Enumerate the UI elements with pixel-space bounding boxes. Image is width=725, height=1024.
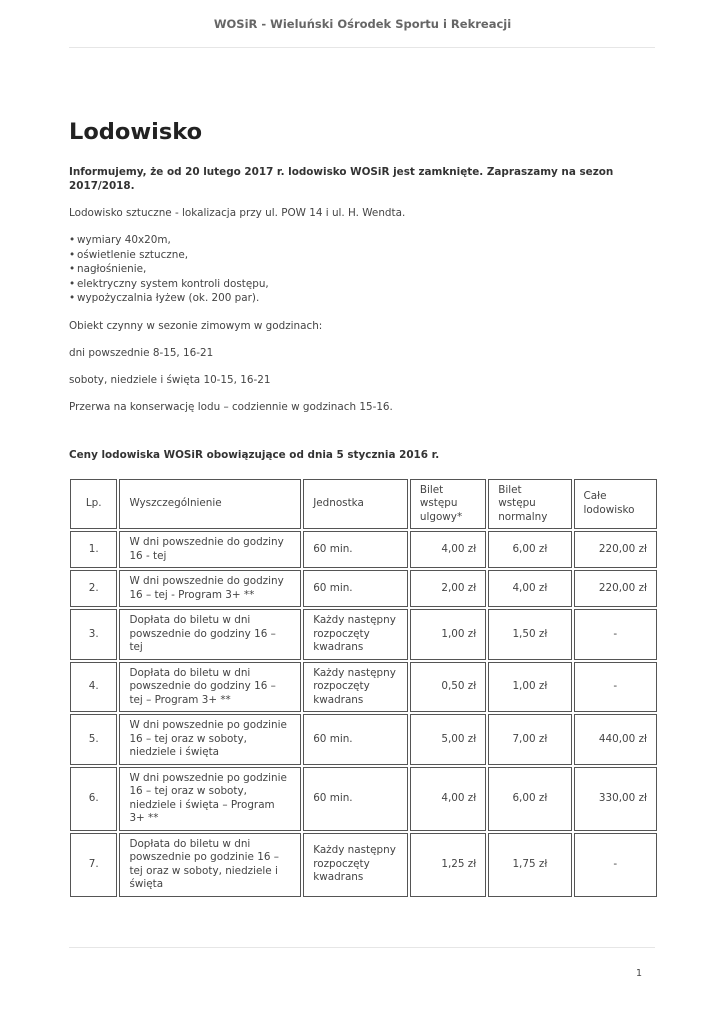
column-header-lp: Lp. — [70, 479, 117, 530]
hours-weekends: soboty, niedziele i święta 10-15, 16-21 — [69, 373, 271, 386]
table-row — [70, 531, 657, 568]
cell-reduced-price: 4,00 zł — [410, 531, 486, 568]
column-header-unit: Jednostka — [303, 479, 408, 530]
cell-normal-price: 6,00 zł — [488, 531, 571, 568]
main-content — [69, 119, 659, 899]
feature-item: • oświetlenie sztuczne, — [69, 248, 659, 263]
cell-whole-rink-price: - — [574, 609, 657, 660]
table-row — [70, 609, 657, 660]
cell-description: W dni powszednie do godziny 16 – tej - Program 3+ ** — [119, 570, 301, 607]
cell-lp: 7. — [70, 833, 117, 897]
cell-normal-price: 1,00 zł — [488, 662, 571, 713]
cell-description: Dopłata do biletu w dni powszednie po godzinie 16 – tej oraz w soboty, niedziele i święta — [119, 833, 301, 897]
cell-unit: 60 min. — [303, 714, 408, 765]
table-row — [70, 833, 657, 897]
maintenance-notice: Przerwa na konserwację lodu – codziennie w godzinach 15-16. — [69, 400, 393, 413]
cell-whole-rink-price: 220,00 zł — [574, 531, 657, 568]
price-table — [68, 477, 659, 899]
cell-reduced-price: 0,50 zł — [410, 662, 486, 713]
feature-item: • elektryczny system kontroli dostępu, — [69, 277, 659, 292]
cell-unit: Każdy następny rozpoczęty kwadrans — [303, 609, 408, 660]
cell-unit: Każdy następny rozpoczęty kwadrans — [303, 833, 408, 897]
feature-list — [69, 233, 659, 306]
table-header-row — [70, 479, 657, 530]
cell-normal-price: 1,75 zł — [488, 833, 571, 897]
cell-reduced-price: 4,00 zł — [410, 767, 486, 831]
cell-description: W dni powszednie do godziny 16 - tej — [119, 531, 301, 568]
feature-item: • wymiary 40x20m, — [69, 233, 659, 248]
cell-unit: 60 min. — [303, 531, 408, 568]
cell-whole-rink-price: - — [574, 833, 657, 897]
cell-lp: 6. — [70, 767, 117, 831]
cell-normal-price: 4,00 zł — [488, 570, 571, 607]
cell-lp: 5. — [70, 714, 117, 765]
cell-normal-price: 1,50 zł — [488, 609, 571, 660]
hours-weekdays: dni powszednie 8-15, 16-21 — [69, 346, 214, 359]
cell-unit: Każdy następny rozpoczęty kwadrans — [303, 662, 408, 713]
cell-whole-rink-price: - — [574, 662, 657, 713]
cell-unit: 60 min. — [303, 767, 408, 831]
hours-intro: Obiekt czynny w sezonie zimowym w godzinach: — [69, 319, 323, 332]
cell-reduced-price: 5,00 zł — [410, 714, 486, 765]
table-row — [70, 570, 657, 607]
cell-normal-price: 6,00 zł — [488, 767, 571, 831]
column-header-whole-rink: Całe lodowisko — [574, 479, 657, 530]
column-header-description: Wyszczególnienie — [119, 479, 301, 530]
prices-heading: Ceny lodowiska WOSiR obowiązujące od dnia 5 stycznia 2016 r. — [69, 448, 440, 461]
header-divider — [69, 47, 655, 48]
site-header-title: WOSiR - Wieluński Ośrodek Sportu i Rekreacji — [213, 17, 512, 31]
cell-reduced-price: 1,00 zł — [410, 609, 486, 660]
feature-item: • nagłośnienie, — [69, 262, 659, 277]
cell-description: Dopłata do biletu w dni powszednie do godziny 16 – tej — [119, 609, 301, 660]
table-row — [70, 662, 657, 713]
closure-notice: Informujemy, że od 20 lutego 2017 r. lodowisko WOSiR jest zamknięte. Zapraszamy na sezon 2017/2018. — [69, 166, 614, 192]
table-row — [70, 767, 657, 831]
cell-description: W dni powszednie po godzinie 16 – tej oraz w soboty, niedziele i święta – Program 3+ ** — [119, 767, 301, 831]
column-header-normal-ticket: Bilet wstępu normalny — [488, 479, 571, 530]
cell-whole-rink-price: 440,00 zł — [574, 714, 657, 765]
cell-normal-price: 7,00 zł — [488, 714, 571, 765]
cell-lp: 4. — [70, 662, 117, 713]
cell-whole-rink-price: 330,00 zł — [574, 767, 657, 831]
cell-lp: 2. — [70, 570, 117, 607]
page-title: Lodowisko — [69, 119, 203, 145]
cell-description: W dni powszednie po godzinie 16 – tej oraz w soboty, niedziele i święta — [119, 714, 301, 765]
column-header-reduced-ticket: Bilet wstępu ulgowy* — [410, 479, 486, 530]
cell-reduced-price: 2,00 zł — [410, 570, 486, 607]
page-number: 1 — [636, 968, 643, 979]
table-row — [70, 714, 657, 765]
cell-lp: 3. — [70, 609, 117, 660]
cell-unit: 60 min. — [303, 570, 408, 607]
feature-item: • wypożyczalnia łyżew (ok. 200 par). — [69, 291, 659, 306]
cell-lp: 1. — [70, 531, 117, 568]
cell-description: Dopłata do biletu w dni powszednie do godziny 16 – tej – Program 3+ ** — [119, 662, 301, 713]
footer-divider — [69, 947, 655, 948]
cell-whole-rink-price: 220,00 zł — [574, 570, 657, 607]
cell-reduced-price: 1,25 zł — [410, 833, 486, 897]
location-text: Lodowisko sztuczne - lokalizacja przy ul. POW 14 i ul. H. Wendta. — [69, 207, 406, 219]
